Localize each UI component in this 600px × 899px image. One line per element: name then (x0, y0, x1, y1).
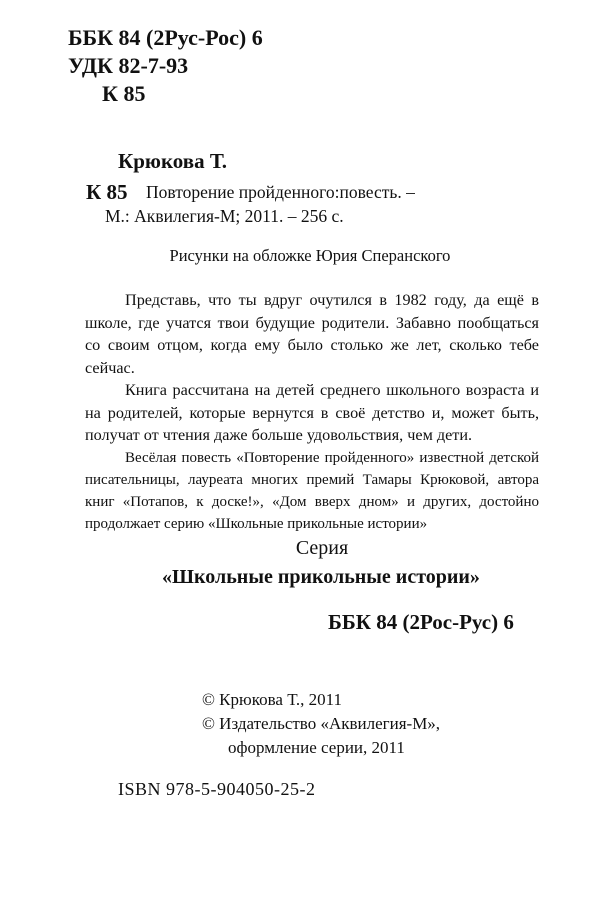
annotation-paragraph: Представь, что ты вдруг очутился в 1982 году, да ещё в школе, где учатся твои будущие родители. Забавно пообщаться со своим отцом, когда ему было столько же лет, сколько тебе сейчас. (85, 291, 539, 377)
annotation-paragraph: Книга рассчитана на детей среднего школьного возраста и на родителей, которые вернутся в своё детство и, может быть, получат от чтения даже больше удовольствия, чем дети. (85, 381, 539, 444)
entry-code: К 85 (86, 180, 128, 204)
entry-title-line: Повторение пройденного:повесть. – (146, 182, 415, 202)
copyright-design: оформление серии, 2011 (228, 738, 405, 757)
copyright-block (202, 688, 440, 760)
bbk-code: ББК 84 (2Рус-Рос) 6 (68, 25, 263, 50)
author-name: Крюкова Т. (118, 149, 227, 173)
series-block (0, 537, 600, 589)
copyright-author: © Крюкова Т., 2011 (202, 690, 343, 709)
author-sign: К 85 (102, 81, 146, 106)
copyright-publisher: © Издательство «Аквилегия-М», (202, 714, 441, 733)
isbn: ISBN 978-5-904050-25-2 (118, 779, 316, 799)
classification-codes (68, 24, 263, 108)
annotation-paragraph: Весёлая повесть «Повторение пройденного» известной детской писательницы, лауреата многих премий Тамары Крюковой, автора книг «Потапов, к доске!», «Дом вверх дном» и других, достойно продолжает серию «Школьные прикольные истории» (85, 449, 539, 532)
entry-publisher-line: М.: Аквилегия-М; 2011. – 256 с. (105, 206, 344, 226)
bbk-code-bottom: ББК 84 (2Рос-Рус) 6 (328, 610, 514, 634)
annotation (85, 289, 539, 535)
series-name: «Школьные прикольные истории» (162, 566, 480, 588)
udk-code: УДК 82-7-93 (68, 53, 189, 78)
illustrations-credit: Рисунки на обложке Юрия Сперанского (169, 246, 451, 265)
series-label: Серия (295, 537, 349, 559)
bibliographic-entry (86, 180, 415, 228)
